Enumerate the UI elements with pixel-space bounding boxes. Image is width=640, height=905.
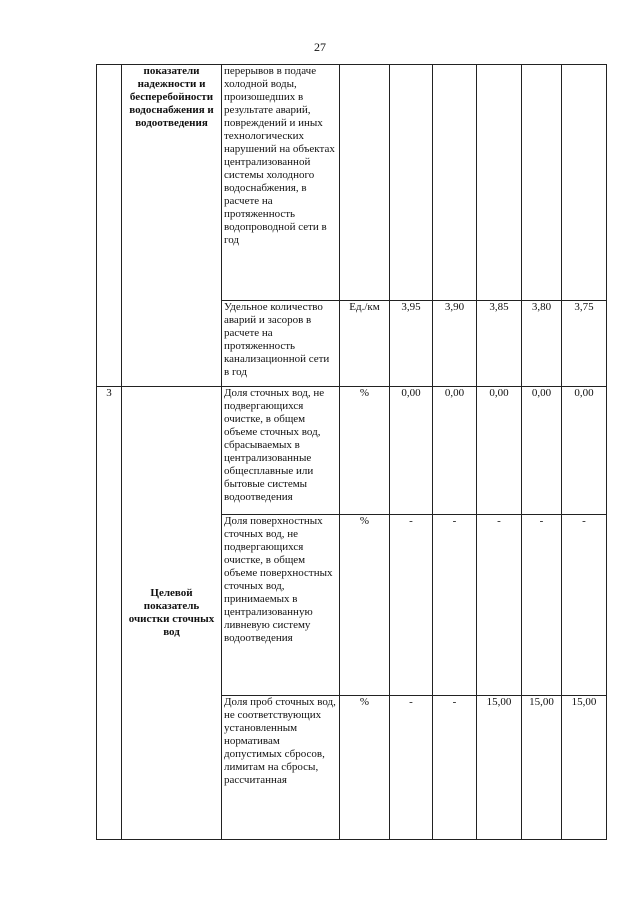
- value-cell: 0,00: [477, 387, 522, 515]
- unit-cell: %: [340, 515, 390, 696]
- value-cell: [522, 65, 562, 301]
- value-cell: 0,00: [522, 387, 562, 515]
- value-cell: [477, 65, 522, 301]
- value-cell: [562, 65, 607, 301]
- table-row: [97, 387, 607, 515]
- value-cell: 3,90: [433, 301, 477, 387]
- value-cell: -: [477, 515, 522, 696]
- value-cell: 0,00: [433, 387, 477, 515]
- indicator-description: Доля поверхностных сточных вод, не подвергающихся очистке, в общем объеме поверхностных сточных вод, принимаемых в централизованную ливневую систему водоотведения: [222, 515, 340, 696]
- value-cell: -: [390, 515, 433, 696]
- value-cell: 3,80: [522, 301, 562, 387]
- value-cell: -: [433, 696, 477, 840]
- indicator-description: Доля проб сточных вод, не соответствующих установленным нормативам допустимых сбросов, лимитам на сбросы, рассчитанная: [222, 696, 340, 840]
- unit-cell: [340, 65, 390, 301]
- unit-cell: Ед./км: [340, 301, 390, 387]
- page-number: 27: [314, 40, 326, 54]
- unit-cell: %: [340, 387, 390, 515]
- value-cell: [433, 65, 477, 301]
- value-cell: 3,85: [477, 301, 522, 387]
- category-cell: Целевой показатель очистки сточных вод: [122, 387, 222, 840]
- value-cell: 3,95: [390, 301, 433, 387]
- value-cell: 15,00: [562, 696, 607, 840]
- value-cell: -: [562, 515, 607, 696]
- category-cell: показатели надежности и бесперебойности водоснабжения и водоотведения: [122, 65, 222, 387]
- value-cell: 0,00: [390, 387, 433, 515]
- indicator-description: перерывов в подаче холодной воды, произошедших в результате аварий, повреждений и иных технологических нарушений на объектах централизованной системы холодного водоснабжения, в расчете на протяженность водопроводной сети в год: [222, 65, 340, 301]
- unit-cell: %: [340, 696, 390, 840]
- table-row: [97, 65, 607, 301]
- value-cell: [390, 65, 433, 301]
- value-cell: 0,00: [562, 387, 607, 515]
- row-number-cell: 3: [97, 387, 122, 840]
- value-cell: -: [522, 515, 562, 696]
- value-cell: 15,00: [477, 696, 522, 840]
- indicator-description: Удельное количество аварий и засоров в расчете на протяженность канализационной сети в год: [222, 301, 340, 387]
- row-number-cell: [97, 65, 122, 387]
- value-cell: -: [390, 696, 433, 840]
- indicators-table: [96, 64, 607, 840]
- value-cell: -: [433, 515, 477, 696]
- indicator-description: Доля сточных вод, не подвергающихся очистке, в общем объеме сточных вод, сбрасываемых в централизованные общесплавные или бытовые системы водоотведения: [222, 387, 340, 515]
- value-cell: 15,00: [522, 696, 562, 840]
- value-cell: 3,75: [562, 301, 607, 387]
